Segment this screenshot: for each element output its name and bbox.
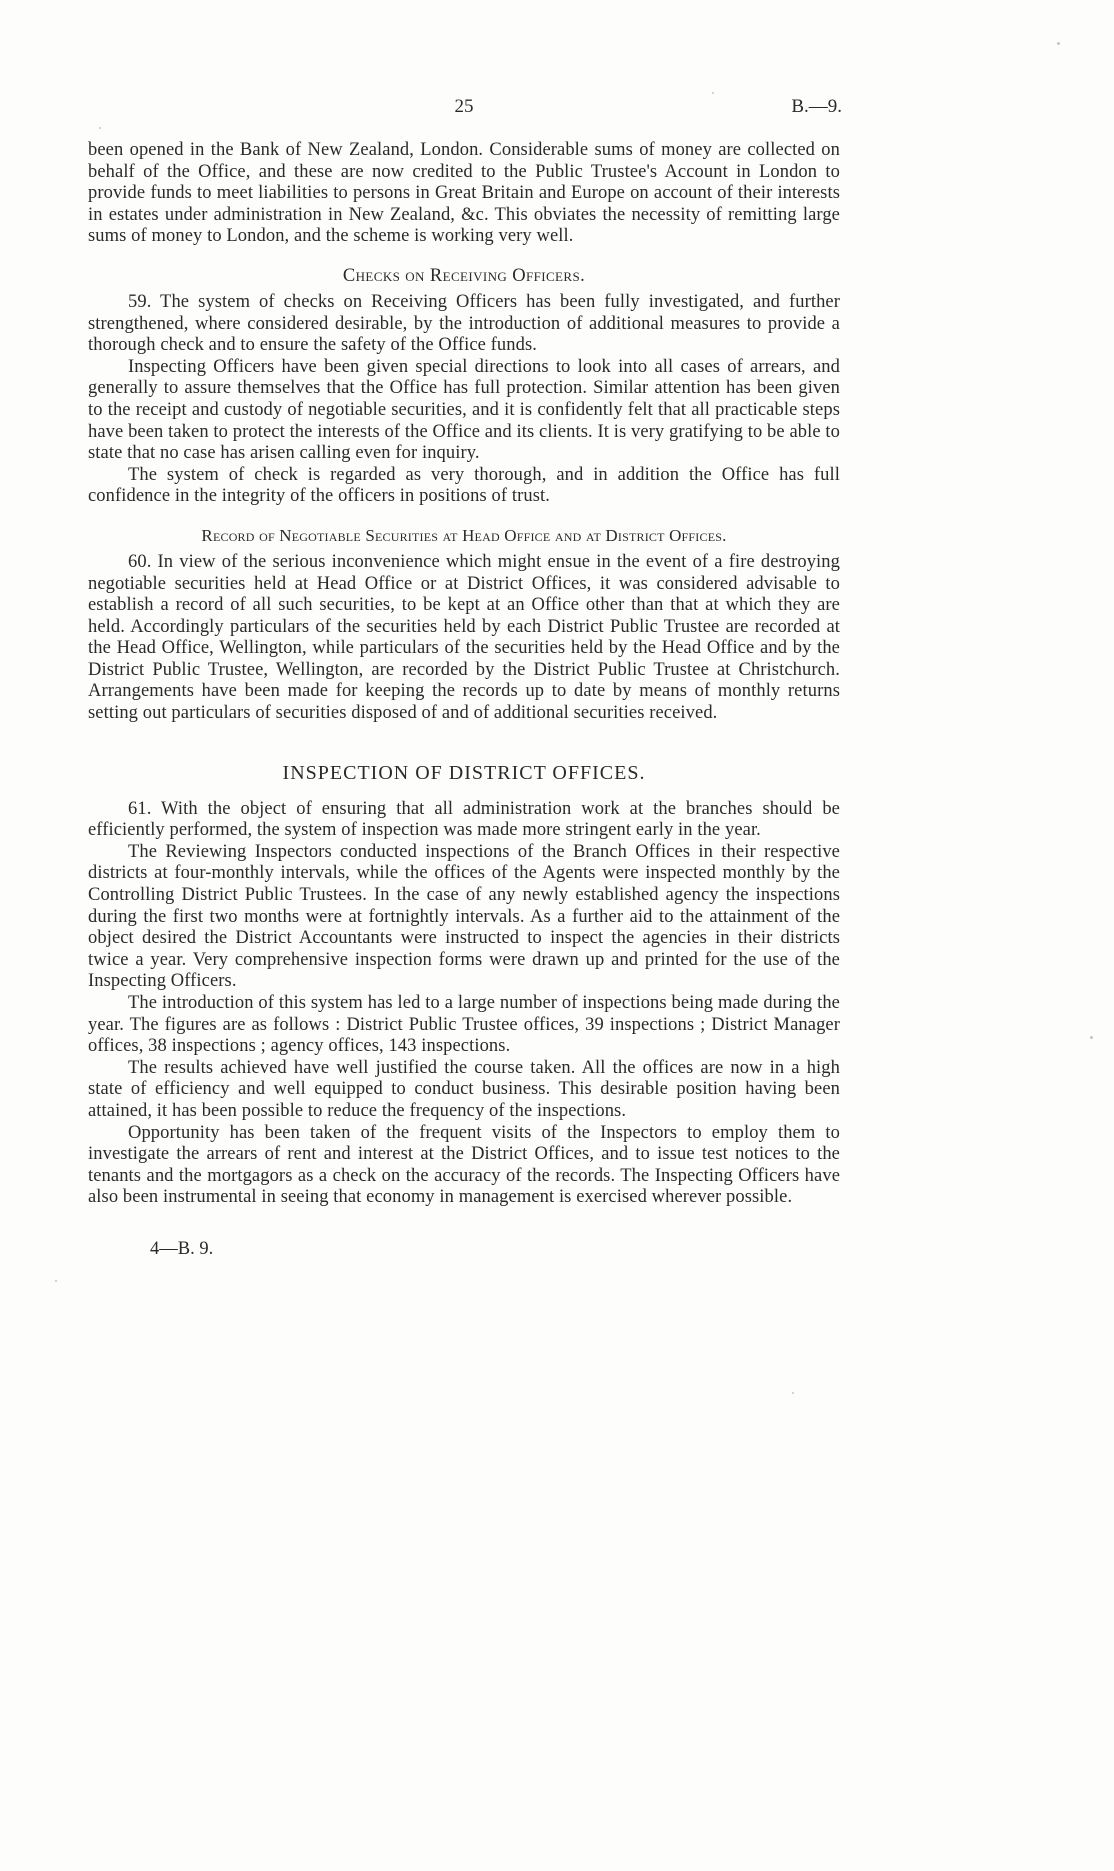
- paragraph-opportunity: Opportunity has been taken of the frequent visits of the Inspectors to employ them to investigate the arrears of rent and interest at the District Offices, and to issue test notices to the tenants and the mortgagors as a check on the accuracy of the records. The Inspecting Officers have also been instrumental in seeing that economy in management is exercised wherever possible.: [88, 1122, 840, 1208]
- paragraph-results-achieved: The results achieved have well justified the course taken. All the offices are now in a high state of efficiency and well equipped to conduct business. This desirable position having been attained, it has been possible to reduce the frequency of the inspections.: [88, 1057, 840, 1121]
- scan-speck: [712, 92, 714, 94]
- scan-speck: [792, 1392, 794, 1394]
- footer-signature: 4—B. 9.: [150, 1238, 214, 1259]
- paragraph-60: 60. In view of the serious inconvenience which might ensue in the event of a fire destroying negotiable securities held at Head Office or at District Offices, it was considered advisable to establish a record of all such securities, to be kept at an Office other than that at which they are held. Accordingly particulars of the securities held by each District Public Trustee are recorded at the Head Office, Wellington, while particulars of the securities held by the Head Office and by the District Public Trustee, Wellington, are recorded by the District Public Trustee at Christchurch. Arrangements have been made for keeping the records up to date by means of monthly returns setting out particulars of securities disposed of and of additional securities received.: [88, 551, 840, 724]
- page-number: 25: [454, 96, 474, 117]
- paragraph-59: 59. The system of checks on Receiving Officers has been fully investigated, and further strengthened, where considered desirable, by the introduction of additional measures to provide a thorough check and to ensure the safety of the Office funds.: [88, 291, 840, 356]
- paragraph-system-of-check: The system of check is regarded as very thorough, and in addition the Office has full confidence in the integrity of the officers in positions of trust.: [88, 464, 840, 507]
- paragraph-introduction-of-system: The introduction of this system has led to a large number of inspections being made during the year. The figures are as follows : District Public Trustee offices, 39 inspections ; District Manager offices, 38 inspections ; agency offices, 143 inspections.: [88, 993, 840, 1057]
- section-heading-record-of-negotiable-securities: Record of Negotiable Securities at Head Office and at District Offices.: [201, 525, 727, 545]
- scan-speck: [1057, 42, 1060, 45]
- page-header: [88, 96, 840, 122]
- section-heading-inspection-of-district-offices: INSPECTION OF DISTRICT OFFICES.: [282, 761, 646, 784]
- paragraph-61: 61. With the object of ensuring that all administration work at the branches should be efficiently performed, the system of inspection was made more stringent early in the year.: [88, 798, 840, 841]
- scan-speck: [55, 1280, 57, 1282]
- paragraph-inspecting-officers: Inspecting Officers have been given special directions to look into all cases of arrears, and generally to assure themselves that the Office has full protection. Similar attention has been given to the receipt and custody of negotiable securities, and it is confidently felt that all practicable steps have been taken to protect the interests of the Office and its clients. It is very gratifying to be able to state that no case has arisen calling even for inquiry.: [88, 356, 840, 464]
- paragraph-continuation: been opened in the Bank of New Zealand, London. Considerable sums of money are collected on behalf of the Office, and these are now credited to the Public Trustee's Account in London to provide funds to meet liabilities to persons in Great Britain and Europe on account of their interests in estates under administration in New Zealand, &c. This obviates the necessity of remitting large sums of money to London, and the scheme is working very well.: [88, 140, 840, 247]
- paragraph-reviewing-inspectors: The Reviewing Inspectors conducted inspections of the Branch Offices in their respective districts at four-monthly intervals, while the offices of the Agents were inspected monthly by the Controlling District Public Trustees. In the case of any newly established agency the inspections during the first two months were at fortnightly intervals. As a further aid to the attainment of the object desired the District Accountants were instructed to inspect the agencies in their districts twice a year. Very comprehensive inspection forms were drawn up and printed for the use of the Inspecting Officers.: [88, 841, 840, 992]
- text-block: [88, 96, 840, 1260]
- scan-speck: [1090, 1036, 1093, 1039]
- section-heading-checks-on-receiving-officers: Checks on Receiving Officers.: [342, 265, 586, 286]
- doc-reference: B.—9.: [791, 96, 842, 117]
